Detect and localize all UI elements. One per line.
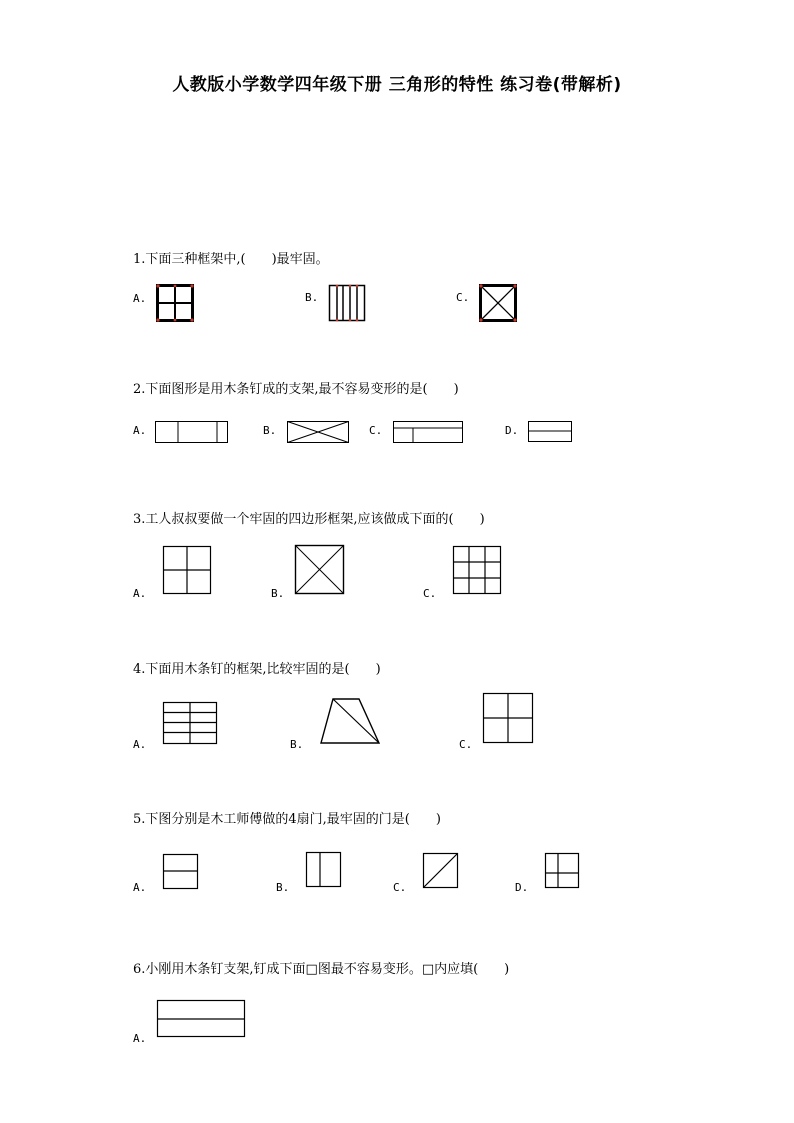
option-label-b: B.	[271, 587, 285, 600]
frame-rect-two-bars	[528, 421, 573, 443]
option-label-a: A.	[133, 881, 147, 894]
question-number: 3.	[133, 512, 146, 527]
question-text: 下面图形是用木条钉成的支架,最不容易变形的是( )	[145, 382, 459, 397]
frame-rect-three-sections	[155, 421, 229, 444]
question-text: 下面三种框架中,( )最牢固。	[145, 252, 329, 267]
question-text: 小刚用木条钉支架,钉成下面□图最不容易变形。□内应填( )	[145, 962, 510, 977]
question-1	[133, 248, 329, 267]
question-text: 下面用木条钉的框架,比较牢固的是( )	[145, 662, 381, 677]
option-label-a: A.	[133, 587, 147, 600]
door-vertical-bar	[306, 852, 342, 888]
frame-square-x-braced	[295, 545, 345, 595]
door-cross-bars	[545, 853, 580, 889]
option-label-c: C.	[393, 881, 407, 894]
option-label-b: B.	[276, 881, 290, 894]
question-5	[133, 808, 441, 827]
option-label-d: D.	[505, 424, 519, 437]
frame-rect-cross-braced	[287, 421, 350, 444]
frame-square-four-panes	[483, 693, 534, 744]
frame-grid-four-panes	[156, 284, 194, 322]
frame-square-four-panes	[163, 546, 212, 595]
question-4	[133, 658, 381, 677]
question-number: 5.	[133, 812, 146, 827]
door-diagonal-brace	[423, 853, 459, 889]
question-number: 2.	[133, 382, 146, 397]
frame-cross-braced	[479, 284, 517, 322]
question-number: 4.	[133, 662, 146, 677]
option-label-b: B.	[263, 424, 277, 437]
frame-rect-middle-bar	[157, 1000, 246, 1038]
option-label-c: C.	[423, 587, 437, 600]
option-label-a: A.	[133, 424, 147, 437]
question-number: 6.	[133, 962, 146, 977]
door-horizontal-bar	[163, 854, 199, 890]
option-label-c: C.	[369, 424, 383, 437]
question-3	[133, 508, 485, 527]
option-label-a: A.	[133, 292, 147, 305]
option-label-c: C.	[459, 738, 473, 751]
question-2	[133, 378, 459, 397]
option-label-c: C.	[456, 291, 470, 304]
frame-rect-grid-rows	[163, 702, 218, 745]
frame-trapezoid-diagonal	[319, 697, 381, 745]
frame-vertical-slats	[328, 284, 366, 322]
question-6	[133, 958, 509, 977]
page-title: 人教版小学数学四年级下册 三角形的特性 练习卷(带解析)	[172, 75, 622, 95]
option-label-d: D.	[515, 881, 529, 894]
option-label-a: A.	[133, 738, 147, 751]
option-label-b: B.	[290, 738, 304, 751]
question-text: 下图分别是木工师傅做的4扇门,最牢固的门是( )	[145, 812, 441, 827]
option-label-b: B.	[305, 291, 319, 304]
frame-square-nine-panes	[453, 546, 502, 595]
frame-rect-split-panels	[393, 421, 464, 444]
question-number: 1.	[133, 252, 146, 267]
question-text: 工人叔叔要做一个牢固的四边形框架,应该做成下面的( )	[145, 512, 485, 527]
option-label-a: A.	[133, 1032, 147, 1045]
